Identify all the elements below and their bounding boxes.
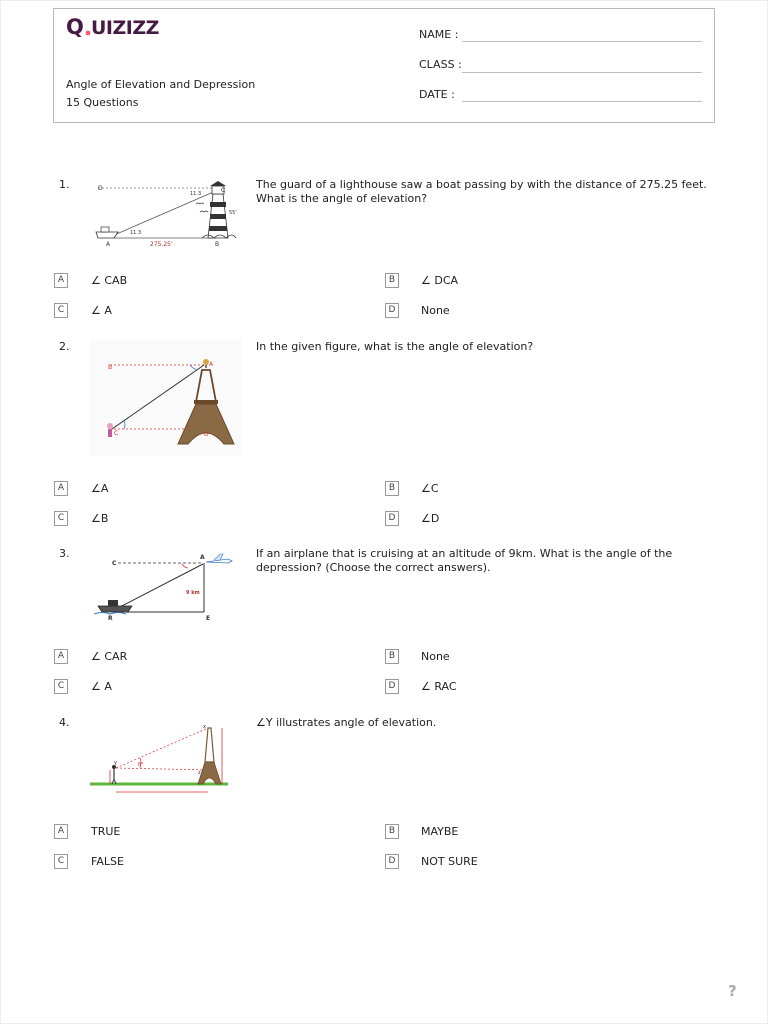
class-label: CLASS :: [419, 58, 462, 71]
option-text[interactable]: ∠D: [421, 512, 440, 525]
label-y: y: [114, 760, 117, 766]
label-z: z: [198, 770, 201, 776]
option-letter: B: [385, 481, 399, 496]
label-e: E: [206, 615, 211, 622]
lighthouse-figure: [90, 180, 240, 254]
question-text: ∠Y illustrates angle of elevation.: [256, 716, 437, 729]
svg-text:UIZIZZ: UIZIZZ: [91, 17, 159, 39]
question-mark-icon[interactable]: ?: [728, 982, 737, 1000]
question-number: 3.: [59, 547, 70, 560]
question-number: 2.: [59, 340, 70, 353]
question-text: The guard of a lighthouse saw a boat passing by with the distance of 275.25 feet. What is the angle of elevation?: [256, 178, 707, 205]
airplane-diagram: [90, 546, 242, 626]
class-field[interactable]: [462, 72, 702, 73]
tower-elevation-figure: [90, 722, 242, 804]
option-letter: A: [54, 273, 68, 288]
label-c: C: [221, 187, 226, 194]
option-letter: D: [385, 511, 399, 526]
option-text[interactable]: ∠ A: [91, 304, 112, 317]
option-text[interactable]: ∠ RAC: [421, 680, 457, 693]
label-d: D: [204, 431, 209, 438]
label-d: D: [98, 185, 103, 192]
option-text[interactable]: ∠ CAB: [91, 274, 128, 287]
option-letter: C: [54, 854, 68, 869]
option-text[interactable]: NOT SURE: [421, 855, 478, 868]
airplane-figure: [90, 546, 242, 630]
question-text: If an airplane that is cruising at an altitude of 9km. What is the angle of the depression? (Choose the correct answers).: [256, 547, 673, 574]
question-count: 15 Questions: [66, 96, 139, 109]
option-text[interactable]: ∠B: [91, 512, 109, 525]
quizizz-logo: [66, 15, 159, 45]
option-letter: D: [385, 679, 399, 694]
label-b: B: [108, 364, 113, 371]
eiffel-tower-figure: [90, 340, 242, 460]
label-r: R: [108, 615, 113, 622]
date-field[interactable]: [462, 101, 702, 102]
option-letter: C: [54, 303, 68, 318]
label-a: A: [209, 361, 214, 368]
option-text[interactable]: ∠A: [91, 482, 109, 495]
option-letter: B: [385, 273, 399, 288]
option-text[interactable]: None: [421, 650, 450, 663]
label-b: B: [215, 241, 220, 248]
worksheet-header: [53, 8, 715, 123]
distance-label: 275.25': [150, 241, 173, 248]
option-letter: A: [54, 649, 68, 664]
option-letter: A: [54, 481, 68, 496]
tower-elevation-diagram: [90, 722, 242, 800]
option-text[interactable]: FALSE: [91, 855, 124, 868]
name-field[interactable]: [462, 41, 702, 42]
option-text[interactable]: MAYBE: [421, 825, 459, 838]
option-letter: B: [385, 824, 399, 839]
label-a: A: [200, 554, 205, 561]
option-letter: B: [385, 649, 399, 664]
angle-label: θ°: [138, 762, 144, 768]
question-number: 4.: [59, 716, 70, 729]
option-letter: C: [54, 511, 68, 526]
option-text[interactable]: ∠ DCA: [421, 274, 459, 287]
eiffel-tower-diagram: [90, 340, 242, 456]
svg-text:Q: Q: [66, 15, 84, 39]
height-label: 55': [229, 210, 237, 216]
option-text[interactable]: TRUE: [91, 825, 121, 838]
option-text[interactable]: ∠ A: [91, 680, 112, 693]
label-c: C: [114, 430, 119, 437]
option-text[interactable]: ∠C: [421, 482, 439, 495]
option-letter: A: [54, 824, 68, 839]
worksheet-title: Angle of Elevation and Depression: [66, 78, 256, 91]
option-letter: D: [385, 854, 399, 869]
label-x: x: [203, 724, 206, 730]
question-text: In the given figure, what is the angle of elevation?: [256, 340, 534, 353]
altitude-label: 9 km: [186, 590, 200, 596]
option-letter: D: [385, 303, 399, 318]
option-text[interactable]: None: [421, 304, 450, 317]
label-a: A: [106, 241, 111, 248]
quizizz-logo-graphic: [66, 15, 159, 39]
name-label: NAME :: [419, 28, 459, 41]
lighthouse-diagram: [90, 180, 240, 250]
date-label: DATE :: [419, 88, 455, 101]
angle-label-top: 11.3: [190, 191, 202, 197]
option-text[interactable]: ∠ CAR: [91, 650, 128, 663]
angle-label-bottom: 11.3: [130, 230, 142, 236]
option-letter: C: [54, 679, 68, 694]
label-c: C: [112, 560, 117, 567]
question-number: 1.: [59, 178, 70, 191]
